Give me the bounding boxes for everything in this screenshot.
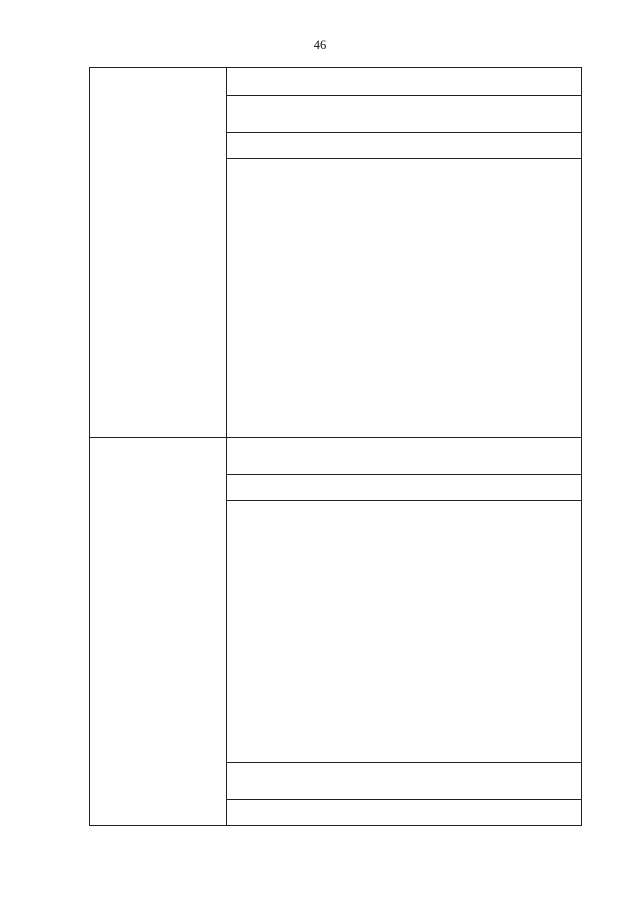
table-cell [227,159,582,438]
services-table [89,67,582,826]
page-number: 46 [313,38,327,52]
table-cell [227,475,582,501]
table-row [90,68,582,96]
table-cell [227,133,582,159]
table-cell [227,68,582,96]
table-cell [227,763,582,800]
table-row [90,438,582,475]
cell-text [227,159,581,165]
cell-text [227,763,581,768]
cell-text [227,438,581,443]
cell-text [227,96,581,101]
table-cell [227,800,582,826]
cell-text [227,501,581,507]
table-cell [227,96,582,133]
table-cell-empty [90,68,227,438]
table-cell [227,501,582,763]
cell-text [227,800,581,805]
table-cell-empty [90,438,227,826]
cell-text [227,133,581,138]
cell-text [227,68,581,73]
cell-text [227,475,581,480]
table-cell [227,438,582,475]
